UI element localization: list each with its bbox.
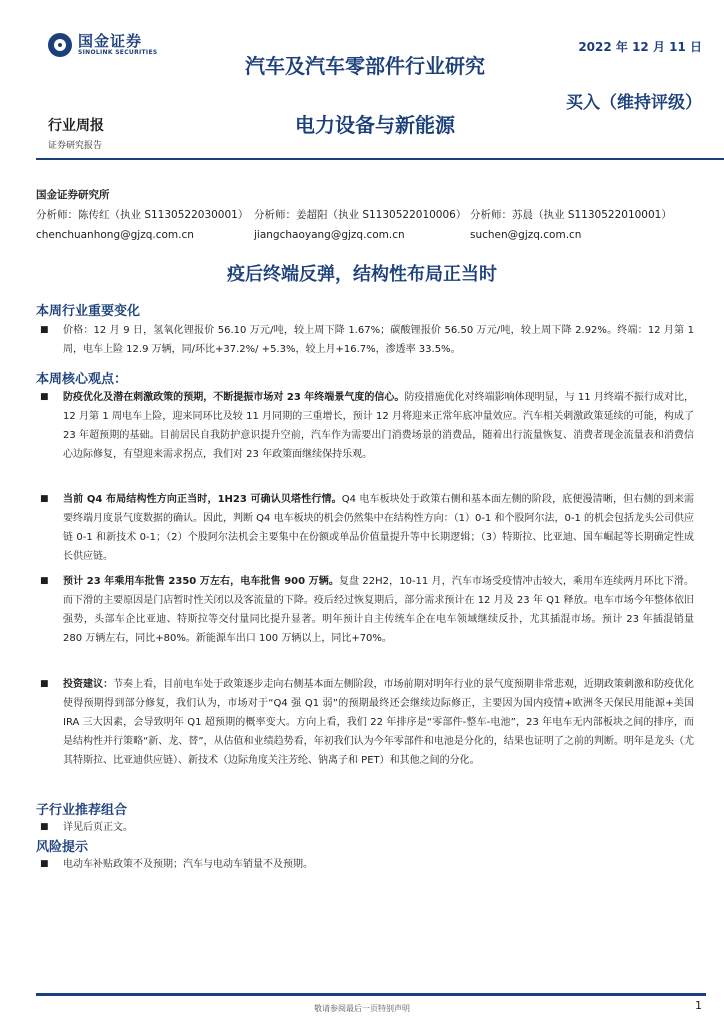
paragraph-core-view-1 xyxy=(36,388,694,464)
logo-mark-icon xyxy=(48,33,72,57)
bullet-icon: ■ xyxy=(40,576,49,586)
rating-label: 买入（维持评级） xyxy=(566,93,702,113)
bullet-icon: ■ xyxy=(40,822,49,832)
analyst-1: 分析师：陈传红（执业 S1130522030001） xyxy=(36,209,249,221)
footer-divider xyxy=(36,993,706,996)
page-number: 1 xyxy=(695,999,702,1012)
paragraph-text: 详见后页正文。 xyxy=(63,822,133,833)
paragraph-sub-industry xyxy=(36,818,694,837)
section-title-weekly-changes: 本周行业重要变化 xyxy=(36,304,141,319)
paragraph-lead: 当前 Q4 布局结构性方向正当时，1H23 可确认贝塔性行情。 xyxy=(63,494,342,505)
report-headline: 疫后终端反弹，结构性布局正当时 xyxy=(227,264,497,285)
paragraph-text: 电动车补贴政策不及预期；汽车与电动车销量不及预期。 xyxy=(63,859,313,870)
analyst-1-email[interactable]: chenchuanhong@gjzq.com.cn xyxy=(36,229,194,241)
logo-text-en: SINOLINK SECURITIES xyxy=(78,49,158,56)
paragraph-core-view-2 xyxy=(36,490,694,566)
logo-text: 国金证券 xyxy=(78,32,143,50)
paragraph-body: Q4 电车板块处于政策右侧和基本面左侧的阶段，底便漫清晰，但右侧的到来需要终端月度景气度数据的确认。因此，判断 Q4 电车板块的机会仍然集中在结构性方向：（1）0-1 和个股阿尔法，0-1 的机会包括龙头公司供应链 0-1 和新技术 0-1；（2）个股阿尔法机会主要集中在份额或单品价值量提升等中长期逻辑；（3）特斯拉、比亚迪、国车崛起等长期确定性成长供应链。 xyxy=(63,494,694,562)
paragraph-risk xyxy=(36,855,694,874)
footer-disclaimer: 敬请参阅最后一页特别声明 xyxy=(314,1004,410,1013)
analyst-3-email[interactable]: suchen@gjzq.com.cn xyxy=(470,229,582,241)
report-subtype: 证券研究报告 xyxy=(48,141,103,151)
report-title: 汽车及汽车零部件行业研究 xyxy=(245,54,485,78)
paragraph-core-view-3 xyxy=(36,572,694,648)
paragraph-weekly-changes xyxy=(36,321,694,359)
analyst-block xyxy=(36,185,706,245)
paragraph-lead: 预计 23 年乘用车批售 2350 万左右，电车批售 900 万辆。 xyxy=(63,576,339,587)
bullet-icon: ■ xyxy=(40,494,49,504)
paragraph-lead: 防疫优化及潜在刺激政策的预期，不断提振市场对 23 年终端景气度的信心。 xyxy=(63,392,405,403)
research-institute: 国金证券研究所 xyxy=(36,189,110,201)
section-title-risk: 风险提示 xyxy=(36,840,89,855)
analyst-3: 分析师：苏晨（执业 S1130522010001） xyxy=(470,209,672,221)
report-title-secondary: 电力设备与新能源 xyxy=(295,113,455,137)
section-title-sub-industry: 子行业推荐组合 xyxy=(36,803,128,818)
paragraph-body: 复盘 22H2，10-11 月，汽车市场受疫情冲击较大，乘用车连续两月环比下滑。而下滑的主要原因是门店暂时性关闭以及客流量的下降。疫后经过恢复期后，部分需求预计在 12 月及 23 年 Q1 释放。电车市场今年整体依旧强势，头部车企比亚迪、特斯拉等交付量同比提升显著。明年预计自主传统车企在电车领域继续反扑，尤其插混市场。预计 23 年插混销量 280 万辆左右，同比+80%。新能源车出口 100 万辆以上，同比+70%。 xyxy=(63,576,694,644)
report-type: 行业周报 xyxy=(48,118,104,134)
analyst-2-email[interactable]: jiangchaoyang@gjzq.com.cn xyxy=(254,229,405,241)
paragraph-body: 节奏上看，目前电车处于政策逐步走向右侧基本面左侧阶段，市场前期对明年行业的景气度预期非常悲观，近期政策刺激和防疫优化使得预期得到部分修复，我们认为，市场对于“Q4 强 Q1 弱”的预期最终还会继续边际修正，主要因为国内疫情+欧洲冬天保民用能源+美国 IRA 三大因素，会导致明年 Q1 超预期的概率变大。方向上看，我们 22 年排序是“零部件-整车-电池”，23 年电车无内部板块之间的排序，而是结构性并行策略“新、龙、替”，从估值和业绩趋势看，年初我们认为今年零部件和电池是分化的，结果也证明了之前的判断。明年是龙头（尤其特斯拉、比亚迪供应链）、新技术（边际角度关注芳纶、钠离子和 PET）和其他之间的分化。 xyxy=(63,679,695,766)
report-header xyxy=(0,0,724,158)
company-logo xyxy=(48,33,157,57)
bullet-icon: ■ xyxy=(40,392,49,402)
analyst-2: 分析师：姜超阳（执业 S1130522010006） xyxy=(254,209,467,221)
paragraph-lead: 投资建议： xyxy=(63,679,114,690)
bullet-icon: ■ xyxy=(40,859,49,869)
report-date: 2022 年 12 月 11 日 xyxy=(578,40,702,54)
section-title-core-views: 本周核心观点： xyxy=(36,372,128,387)
bullet-icon: ■ xyxy=(40,325,49,335)
paragraph-text: 价格：12 月 9 日，氢氧化锂报价 56.10 万元/吨，较上周下降 1.67%；碳酸锂报价 56.50 万元/吨，较上周下降 2.92%。终端：12 月第 1 周，电车上险 12.9 万辆，同/环比+37.2%/ +5.3%，较上月+16.7%，渗透率 33.5%。 xyxy=(63,325,694,355)
paragraph-body: 防疫措施优化对终端影响体现明显，与 11 月终端不振行成对比，12 月第 1 周电车上险，迎来同环比及较 11 月同期的三重增长，预计 12 月将迎来正常年底冲量效应。汽车相关刺激政策延续的可能，构成了 23 年超预期的基础。目前居民自我防护意识提升空前，汽车作为需要出门消费场景的消费品，随着出行流量恢复、消费者现金流量表和消费信心边际修复，有望迎来需求拐点，我们对 23 年政策面继续保持乐观。 xyxy=(63,392,694,460)
paragraph-investment-advice xyxy=(36,675,694,770)
bullet-icon: ■ xyxy=(40,679,49,689)
